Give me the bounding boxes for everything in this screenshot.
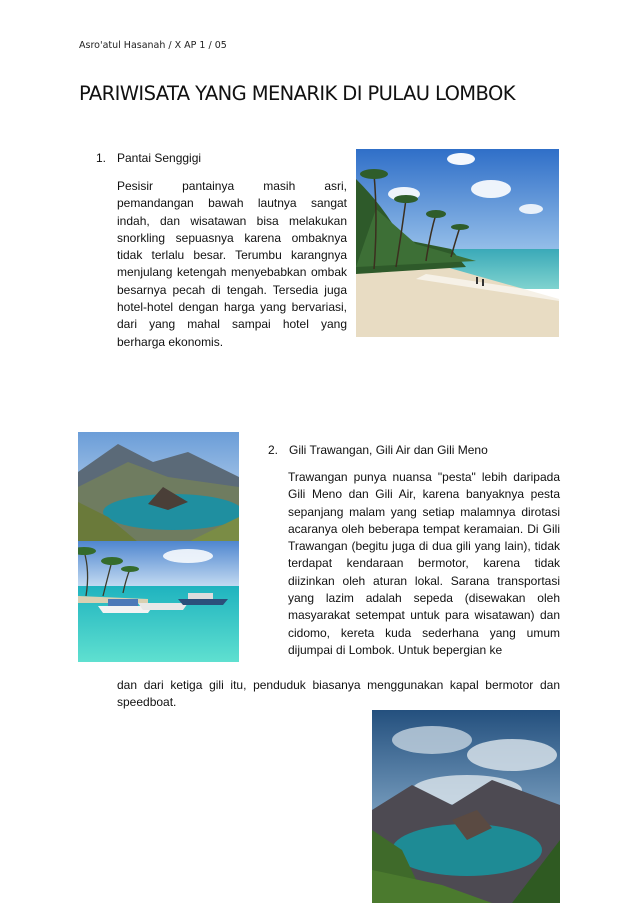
- section-2-title: Gili Trawangan, Gili Air dan Gili Meno: [289, 443, 488, 457]
- rinjani-crater-photo: [372, 710, 560, 903]
- section-2-number: 2.: [268, 443, 279, 457]
- gili-boats-photo: [78, 541, 239, 662]
- author-header: Asro'atul Hasanah / X AP 1 / 05: [79, 40, 227, 51]
- rinjani-lake-photo: [78, 432, 239, 542]
- section-1-title: Pantai Senggigi: [117, 151, 202, 165]
- section-2-paragraph: Trawangan punya nuansa "pesta" lebih daripada Gili Meno dan Gili Air, karena banyaknya pesta sepanjang malam yang setiap malamnya dirotasi acaranya oleh beberapa tempat keramaian. Di Gili Trawangan (begitu juga di dua gili yang lain), tidak terdapat kendaraan bermotor, karena tidak diizinkan oleh aturan lokal. Sarana transportasi yang lazim adalah sepeda (disewakan oleh masyarakat setempat untuk para wisatawan) dan cidomo, kereta kuda sederhana yang umum dijumpai di Lombok. Untuk bepergian ke: [288, 470, 560, 657]
- page-title: PARIWISATA YANG MENARIK DI PULAU LOMBOK: [79, 82, 515, 105]
- section-1-paragraph: Pesisir pantainya masih asri, pemandangan bawah lautnya sangat indah, dan wisatawan bisa melakukan snorkling sepuasnya karena ombaknya tidak terlalu besar. Terumbu karangnya menjulang ketengah menyebabkan ombak besarnya pecah di tengah. Tersedia juga hotel-hotel dengan harga yang bervariasi, dari yang mahal sampai hotel yang berharga ekonomis.: [117, 179, 347, 349]
- senggigi-beach-photo: [356, 149, 559, 337]
- section-2-heading: [268, 443, 488, 457]
- section-1-heading: [96, 151, 201, 165]
- section-2-paragraph-continued: dan dari ketiga gili itu, penduduk biasanya menggunakan kapal bermotor dan speedboat.: [117, 678, 560, 710]
- section-1-number: 1.: [96, 151, 107, 165]
